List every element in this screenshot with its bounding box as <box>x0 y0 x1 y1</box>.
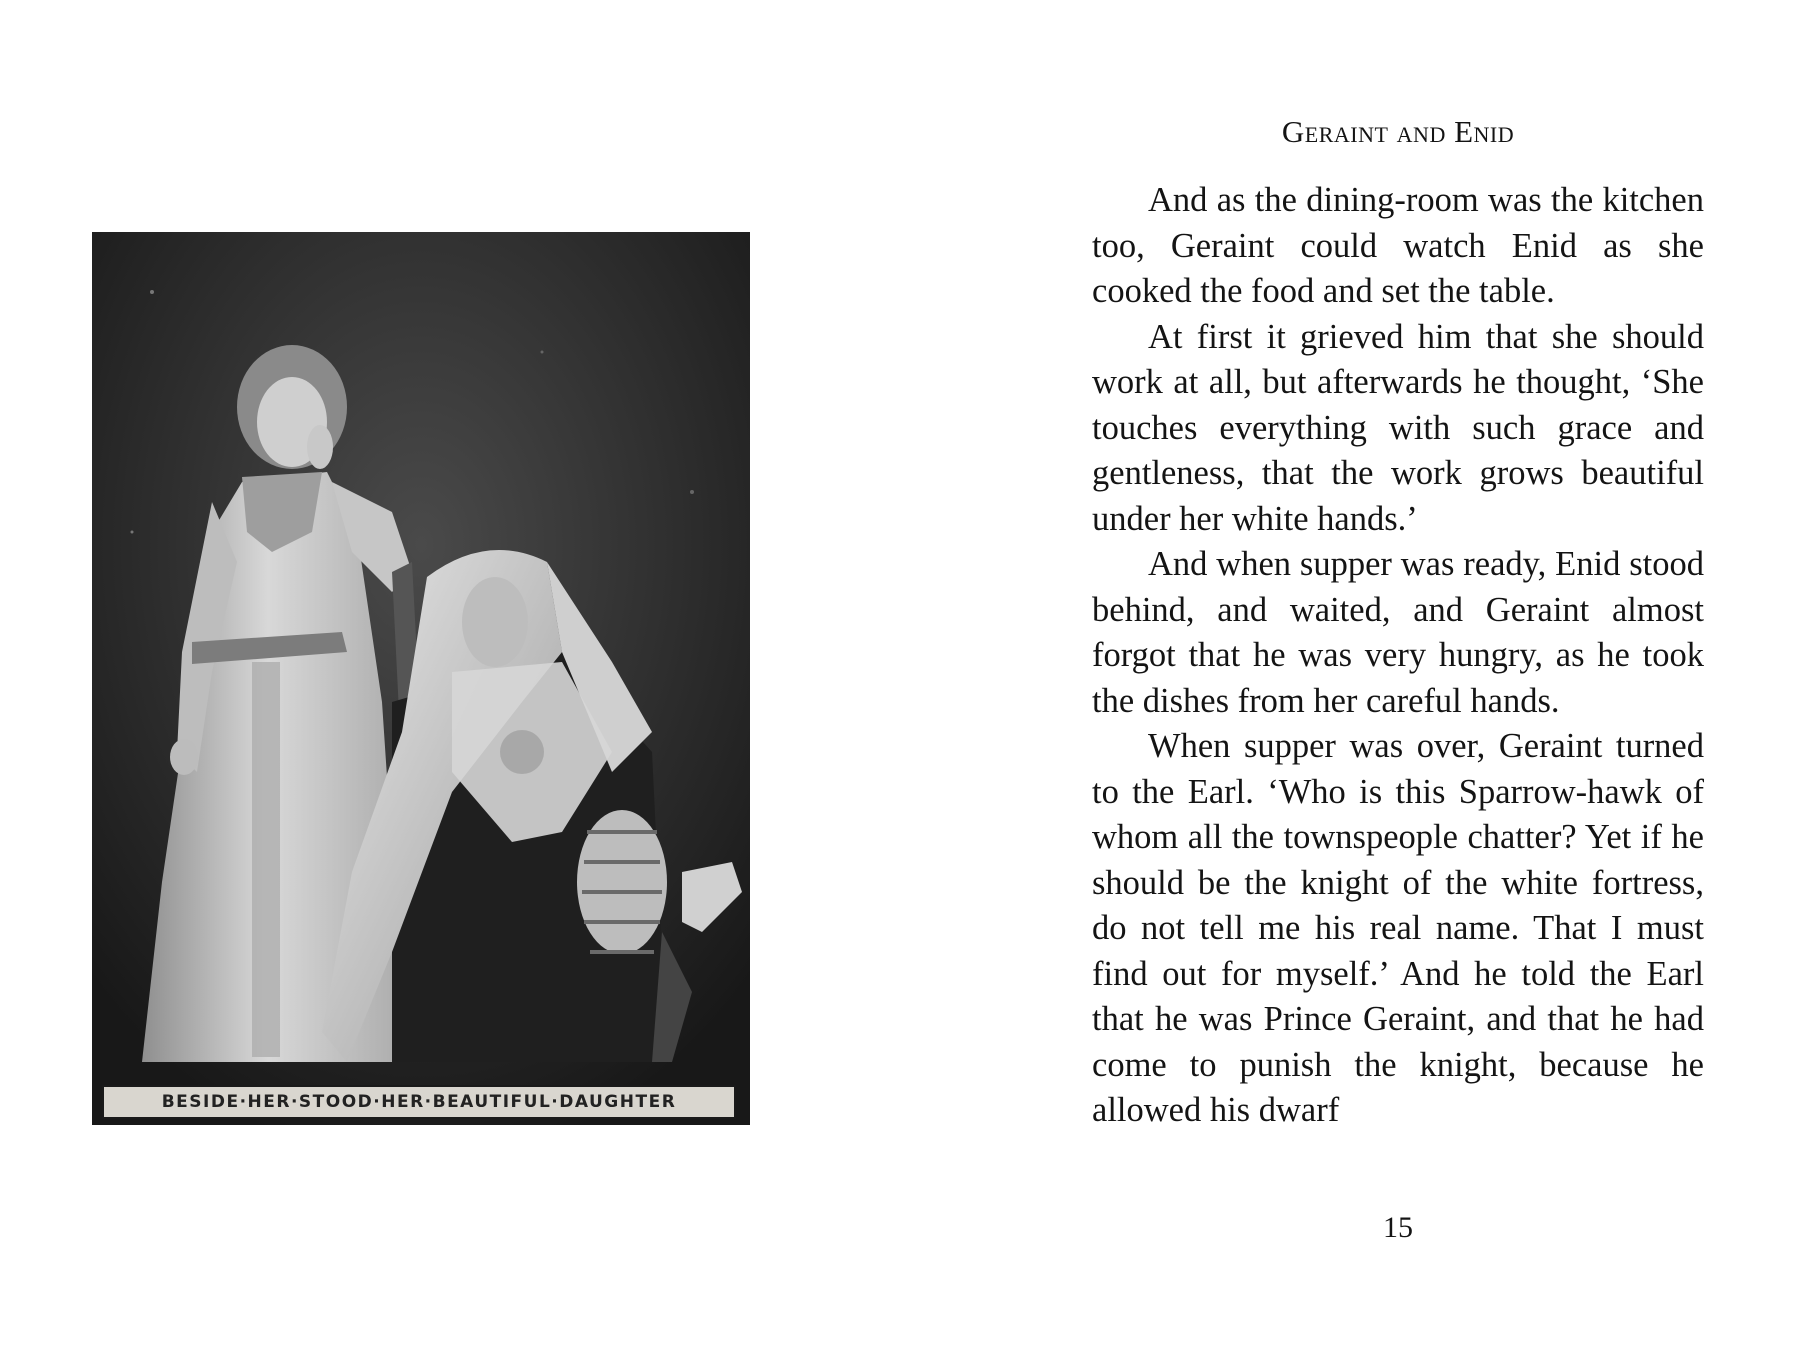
illustration-image <box>92 232 750 1125</box>
paragraph: When supper was over, Geraint turned to the Earl. ‘Who is this Sparrow-hawk of whom all the townspeople chatter? Yet if he should be the knight of the white fortress, do not tell me his real name. That I must find out for myself.’ And he told the Earl that he was Prince Geraint, and that he had come to punish the knight, because he allowed his dwarf <box>1092 727 1704 1129</box>
paragraph: At first it grieved him that she should work at all, but afterwards he thought, ‘She touches everything with such grace and gentleness, that the work grows beautiful under her white hands.’ <box>1092 317 1704 538</box>
paragraph: And when supper was ready, Enid stood behind, and waited, and Geraint almost forgot that he was very hungry, as he took the dishes from her careful hands. <box>1092 545 1704 720</box>
paragraph: And as the dining-room was the kitchen too, Geraint could watch Enid as she cooked the food and set the table. <box>1092 181 1704 310</box>
illustration-plate <box>92 232 750 1125</box>
page-body <box>1092 178 1704 1134</box>
running-head: Geraint and Enid <box>1281 114 1515 149</box>
illustration-caption: BESIDE·HER·STOOD·HER·BEAUTIFUL·DAUGHTER <box>102 1085 736 1119</box>
page-number: 15 <box>1383 1211 1413 1244</box>
